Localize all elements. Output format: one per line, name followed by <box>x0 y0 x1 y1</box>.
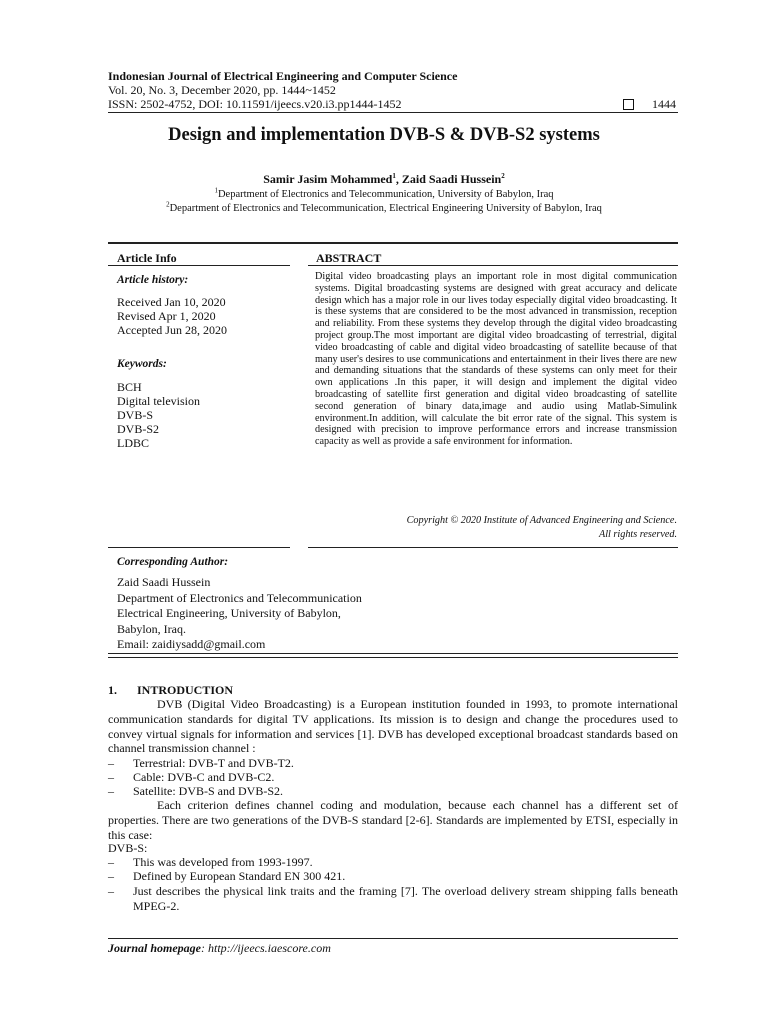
list-item <box>108 784 678 799</box>
homepage-link[interactable]: http://ijeecs.iaescore.com <box>208 941 331 955</box>
section-heading: INTRODUCTION <box>137 683 234 697</box>
paper-title: Design and implementation DVB-S & DVB-S2 systems <box>168 125 600 145</box>
affiliation-text: Department of Electronics and Telecommunication, University of Babylon, Iraq <box>217 189 554 200</box>
corresponding-author-heading: Corresponding Author: <box>117 556 229 568</box>
list-item-text: Terrestrial: DVB-T and DVB-T2. <box>133 756 294 770</box>
author-superscript: 1 <box>392 172 396 180</box>
history-item: Accepted Jun 28, 2020 <box>117 323 227 337</box>
abstract-heading-rule <box>308 265 678 266</box>
keyword: Digital television <box>117 394 200 408</box>
list-item-text: Just describes the physical link traits and the framing [7]. The overload delivery stream shipping falls beneath MPEG-2. <box>133 884 678 913</box>
square-icon <box>623 99 634 110</box>
corresponding-author-details <box>117 575 362 653</box>
affiliation-text: Department of Electronics and Telecommunication, Electrical Engineering University of Babylon, Iraq <box>169 203 602 214</box>
abstract-heading: ABSTRACT <box>316 251 382 265</box>
keyword: DVB-S <box>117 408 154 422</box>
dvbs-label: DVB-S: <box>108 841 148 855</box>
bullet-dash: – <box>108 869 114 883</box>
corr-line: Email: zaidiysadd@gmail.com <box>117 637 266 651</box>
author-name: Zaid Saadi Hussein <box>401 172 502 186</box>
keyword: LDBC <box>117 436 150 450</box>
bullet-dash: – <box>108 884 114 898</box>
history-item: Received Jan 10, 2020 <box>117 295 226 309</box>
article-info-heading: Article Info <box>117 251 177 265</box>
list-item <box>108 869 678 884</box>
footer-colon: : <box>201 941 209 955</box>
list-item <box>108 855 678 870</box>
corr-line: Babylon, Iraq. <box>117 621 186 636</box>
journal-name: Indonesian Journal of Electrical Engineering and Computer Science <box>108 69 458 83</box>
footer-label: Journal homepage <box>108 941 202 955</box>
affiliation-superscript: 1 <box>214 186 218 195</box>
intro-paragraph: DVB (Digital Video Broadcasting) is a European institution founded in 1993, to promote international communication standards for digital TV applications. Its mission is to design and change the procedures used to convey virtual signals for information and services [1]. DVB has developed exceptional broadcast standards based on channel transmission channel : <box>108 697 678 756</box>
journal-homepage <box>108 941 331 956</box>
info-heading-rule <box>108 265 290 266</box>
history-item: Revised Apr 1, 2020 <box>117 309 216 323</box>
list-item-text: Cable: DVB-C and DVB-C2. <box>133 770 275 784</box>
corr-line: Electrical Engineering, University of Babylon, <box>117 606 341 620</box>
affiliation-superscript: 2 <box>166 200 170 209</box>
corr-top-rule <box>108 547 290 548</box>
bullet-dash: – <box>108 770 114 784</box>
copyright-line: Copyright © 2020 Institute of Advanced Engineering and Science. <box>406 515 677 526</box>
bullet-dash: – <box>108 855 114 869</box>
journal-volume: Vol. 20, No. 3, December 2020, pp. 1444~1452 <box>108 83 336 97</box>
article-history <box>117 295 227 337</box>
copyright-line: All rights reserved. <box>599 528 677 540</box>
section-number: 1. <box>108 683 117 697</box>
article-history-heading: Article history: <box>117 274 189 286</box>
list-item <box>108 770 678 785</box>
page-number: 1444 <box>652 97 676 111</box>
author-separator: , <box>395 172 402 186</box>
info-top-rule <box>108 242 678 244</box>
footer-rule <box>108 938 678 939</box>
corr-line: Zaid Saadi Hussein <box>117 575 211 589</box>
journal-issn-doi: ISSN: 2502-4752, DOI: 10.11591/ijeecs.v20.i3.pp1444-1452 <box>108 97 402 111</box>
affiliation <box>0 188 768 201</box>
list-item-text: Satellite: DVB-S and DVB-S2. <box>133 784 283 798</box>
keywords-heading: Keywords: <box>117 358 167 370</box>
copyright-notice <box>407 514 677 541</box>
intro-paragraph: Each criterion defines channel coding and modulation, because each channel has a different set of properties. There are two generations of the DVB-S standard [2-6]. Standards are implemented by ETSI, especially in this case: <box>108 798 678 842</box>
corr-line: Department of Electronics and Telecommunication <box>117 590 362 605</box>
author-name: Samir Jasim Mohammed <box>263 172 393 186</box>
keyword: DVB-S2 <box>117 422 160 436</box>
list-item-text: Defined by European Standard EN 300 421. <box>133 869 346 883</box>
keyword: BCH <box>117 380 142 394</box>
author-superscript: 2 <box>501 172 505 180</box>
list-item-text: This was developed from 1993-1997. <box>133 855 313 869</box>
bullet-dash: – <box>108 784 114 798</box>
keywords-list <box>117 380 200 450</box>
double-rule-top <box>108 653 678 654</box>
abstract-bottom-rule <box>308 547 678 548</box>
bullet-dash: – <box>108 756 114 770</box>
list-item <box>108 884 678 914</box>
list-item <box>108 756 678 771</box>
affiliation <box>0 202 768 215</box>
double-rule-bottom <box>108 657 678 658</box>
author-line <box>0 172 768 187</box>
header-rule <box>108 112 678 113</box>
abstract-text: Digital video broadcasting plays an important role in most digital communication systems. Digital broadcasting systems are designed with great accuracy and delicate design which has a major role in our lives today especially digital video broadcasting. It is these systems that are considered to be the most advanced in transmission, reception and reliability. From these systems they develop through the digital video broadcasting project group.The most important are digital video broadcasting of terrestrial, digital video broadcasting of cable and digital video broadcasting of satellite because of that many user's desires to use communications and entertainment in their lives there are new and demanding situations that the standards of these systems can only meet for their own applications .In this paper, it will design and implement the digital video broadcasting of satellite first generation and digital video broadcasting of satellite second generation of binary data,image and audio using Matlab-Simulink environment.In addition, will calculate the bit error rate of the signal. This system is designed with precision to improve performance errors and increase transmission capacity as well as provide a safe environment for information. <box>315 271 677 448</box>
